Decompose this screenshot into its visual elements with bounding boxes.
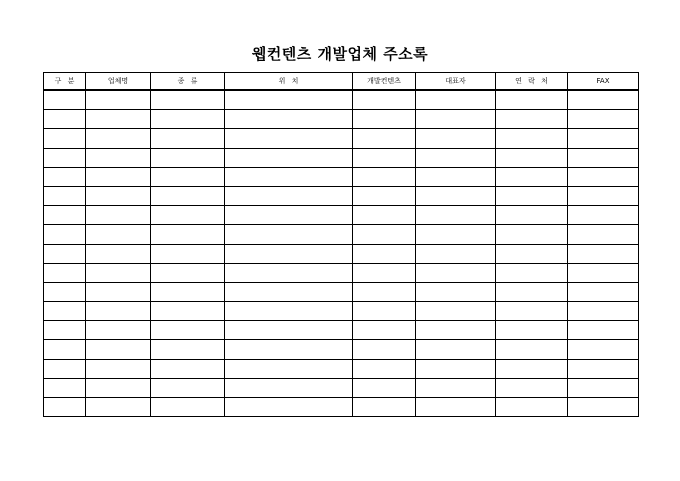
- table-cell-location[interactable]: [225, 359, 353, 378]
- table-cell-location[interactable]: [225, 282, 353, 301]
- table-row: [44, 148, 639, 167]
- table-row: [44, 244, 639, 263]
- table-cell-company[interactable]: [86, 206, 151, 225]
- table-cell-ceo[interactable]: [416, 359, 496, 378]
- table-cell-company[interactable]: [86, 263, 151, 282]
- table-cell-company[interactable]: [86, 302, 151, 321]
- table-cell-category[interactable]: [44, 244, 86, 263]
- table-cell-category[interactable]: [44, 90, 86, 110]
- table-cell-content[interactable]: [353, 90, 416, 110]
- table-cell-location[interactable]: [225, 110, 353, 129]
- column-header-contact: 연 락 처: [496, 73, 568, 91]
- table-cell-company[interactable]: [86, 225, 151, 244]
- table-row: [44, 225, 639, 244]
- table-cell-content[interactable]: [353, 378, 416, 397]
- table-cell-contact[interactable]: [496, 225, 568, 244]
- table-cell-content[interactable]: [353, 282, 416, 301]
- column-header-location: 위 치: [225, 73, 353, 91]
- table-cell-type[interactable]: [151, 225, 225, 244]
- table-row: [44, 398, 639, 417]
- table-cell-location[interactable]: [225, 340, 353, 359]
- table-cell-location[interactable]: [225, 148, 353, 167]
- table-cell-contact[interactable]: [496, 186, 568, 205]
- table-cell-location[interactable]: [225, 225, 353, 244]
- table-cell-ceo[interactable]: [416, 110, 496, 129]
- table-row: [44, 186, 639, 205]
- table-cell-category[interactable]: [44, 225, 86, 244]
- table-cell-location[interactable]: [225, 129, 353, 148]
- table-cell-type[interactable]: [151, 282, 225, 301]
- table-row: [44, 340, 639, 359]
- table-cell-ceo[interactable]: [416, 206, 496, 225]
- table-row: [44, 167, 639, 186]
- table-cell-type[interactable]: [151, 302, 225, 321]
- table-cell-company[interactable]: [86, 90, 151, 110]
- table-cell-location[interactable]: [225, 263, 353, 282]
- table-cell-company[interactable]: [86, 282, 151, 301]
- table-cell-company[interactable]: [86, 398, 151, 417]
- table-cell-company[interactable]: [86, 186, 151, 205]
- table-cell-location[interactable]: [225, 186, 353, 205]
- table-cell-fax[interactable]: [568, 129, 639, 148]
- table-cell-ceo[interactable]: [416, 302, 496, 321]
- table-cell-category[interactable]: [44, 129, 86, 148]
- table-cell-company[interactable]: [86, 378, 151, 397]
- table-cell-fax[interactable]: [568, 302, 639, 321]
- table-cell-type[interactable]: [151, 186, 225, 205]
- table-cell-type[interactable]: [151, 206, 225, 225]
- table-cell-content[interactable]: [353, 321, 416, 340]
- column-header-fax: FAX: [568, 73, 639, 91]
- table-cell-fax[interactable]: [568, 206, 639, 225]
- table-row: [44, 206, 639, 225]
- table-cell-fax[interactable]: [568, 398, 639, 417]
- table-cell-contact[interactable]: [496, 321, 568, 340]
- table-cell-fax[interactable]: [568, 263, 639, 282]
- table-cell-type[interactable]: [151, 340, 225, 359]
- table-cell-company[interactable]: [86, 167, 151, 186]
- table-cell-fax[interactable]: [568, 244, 639, 263]
- table-cell-content[interactable]: [353, 302, 416, 321]
- table-body: [44, 90, 639, 417]
- table-cell-content[interactable]: [353, 263, 416, 282]
- table-cell-content[interactable]: [353, 225, 416, 244]
- table-cell-fax[interactable]: [568, 321, 639, 340]
- table-cell-contact[interactable]: [496, 340, 568, 359]
- table-cell-contact[interactable]: [496, 359, 568, 378]
- table-cell-type[interactable]: [151, 167, 225, 186]
- table-cell-location[interactable]: [225, 321, 353, 340]
- table-cell-contact[interactable]: [496, 378, 568, 397]
- table-cell-category[interactable]: [44, 110, 86, 129]
- table-cell-ceo[interactable]: [416, 378, 496, 397]
- table-cell-company[interactable]: [86, 110, 151, 129]
- table-cell-type[interactable]: [151, 321, 225, 340]
- table-cell-fax[interactable]: [568, 148, 639, 167]
- table-cell-location[interactable]: [225, 244, 353, 263]
- table-cell-type[interactable]: [151, 129, 225, 148]
- table-cell-contact[interactable]: [496, 398, 568, 417]
- table-cell-type[interactable]: [151, 398, 225, 417]
- table-cell-contact[interactable]: [496, 167, 568, 186]
- table-cell-location[interactable]: [225, 398, 353, 417]
- table-cell-type[interactable]: [151, 110, 225, 129]
- table-cell-ceo[interactable]: [416, 148, 496, 167]
- table-cell-fax[interactable]: [568, 359, 639, 378]
- table-cell-ceo[interactable]: [416, 225, 496, 244]
- table-cell-contact[interactable]: [496, 244, 568, 263]
- table-cell-company[interactable]: [86, 148, 151, 167]
- table-row: [44, 129, 639, 148]
- table-cell-contact[interactable]: [496, 110, 568, 129]
- column-header-category: 구 분: [44, 73, 86, 91]
- table-cell-contact[interactable]: [496, 282, 568, 301]
- table-cell-ceo[interactable]: [416, 90, 496, 110]
- table-cell-fax[interactable]: [568, 340, 639, 359]
- table-cell-category[interactable]: [44, 321, 86, 340]
- table-row: [44, 321, 639, 340]
- table-cell-category[interactable]: [44, 206, 86, 225]
- table-cell-fax[interactable]: [568, 110, 639, 129]
- column-header-type: 종 류: [151, 73, 225, 91]
- table-cell-type[interactable]: [151, 378, 225, 397]
- table-cell-content[interactable]: [353, 186, 416, 205]
- table-cell-content[interactable]: [353, 244, 416, 263]
- table-cell-location[interactable]: [225, 90, 353, 110]
- table-cell-category[interactable]: [44, 148, 86, 167]
- table-cell-contact[interactable]: [496, 90, 568, 110]
- table-cell-category[interactable]: [44, 282, 86, 301]
- table-cell-company[interactable]: [86, 244, 151, 263]
- table-row: [44, 90, 639, 110]
- table-row: [44, 263, 639, 282]
- table-cell-category[interactable]: [44, 263, 86, 282]
- table-cell-ceo[interactable]: [416, 186, 496, 205]
- table-cell-content[interactable]: [353, 148, 416, 167]
- table-row: [44, 282, 639, 301]
- column-header-ceo: 대표자: [416, 73, 496, 91]
- table-header-row: [44, 73, 639, 91]
- table-cell-category[interactable]: [44, 302, 86, 321]
- table-row: [44, 302, 639, 321]
- table-cell-fax[interactable]: [568, 90, 639, 110]
- table-cell-fax[interactable]: [568, 167, 639, 186]
- table-cell-content[interactable]: [353, 167, 416, 186]
- table-cell-company[interactable]: [86, 340, 151, 359]
- table-cell-category[interactable]: [44, 340, 86, 359]
- table-cell-ceo[interactable]: [416, 321, 496, 340]
- table-cell-contact[interactable]: [496, 263, 568, 282]
- table-cell-contact[interactable]: [496, 129, 568, 148]
- table-cell-fax[interactable]: [568, 225, 639, 244]
- table-cell-type[interactable]: [151, 359, 225, 378]
- table-cell-content[interactable]: [353, 206, 416, 225]
- table-cell-contact[interactable]: [496, 206, 568, 225]
- table-cell-ceo[interactable]: [416, 129, 496, 148]
- table-cell-ceo[interactable]: [416, 244, 496, 263]
- table-cell-category[interactable]: [44, 186, 86, 205]
- table-row: [44, 378, 639, 397]
- table-cell-type[interactable]: [151, 263, 225, 282]
- table-cell-type[interactable]: [151, 148, 225, 167]
- table-cell-contact[interactable]: [496, 302, 568, 321]
- table-cell-type[interactable]: [151, 90, 225, 110]
- table-row: [44, 110, 639, 129]
- address-table: [43, 72, 639, 417]
- table-cell-content[interactable]: [353, 129, 416, 148]
- table-cell-ceo[interactable]: [416, 282, 496, 301]
- table-cell-ceo[interactable]: [416, 167, 496, 186]
- table-cell-category[interactable]: [44, 398, 86, 417]
- table-cell-fax[interactable]: [568, 282, 639, 301]
- table-cell-content[interactable]: [353, 340, 416, 359]
- table-cell-ceo[interactable]: [416, 263, 496, 282]
- table-cell-fax[interactable]: [568, 186, 639, 205]
- column-header-content: 개발컨텐츠: [353, 73, 416, 91]
- table-cell-ceo[interactable]: [416, 340, 496, 359]
- table-cell-content[interactable]: [353, 110, 416, 129]
- table-row: [44, 359, 639, 378]
- table-cell-location[interactable]: [225, 206, 353, 225]
- table-cell-category[interactable]: [44, 378, 86, 397]
- table-cell-content[interactable]: [353, 359, 416, 378]
- table-cell-content[interactable]: [353, 398, 416, 417]
- table-cell-company[interactable]: [86, 129, 151, 148]
- table-cell-ceo[interactable]: [416, 398, 496, 417]
- table-cell-company[interactable]: [86, 359, 151, 378]
- table-cell-fax[interactable]: [568, 378, 639, 397]
- table-cell-location[interactable]: [225, 378, 353, 397]
- table-cell-location[interactable]: [225, 167, 353, 186]
- table-cell-location[interactable]: [225, 302, 353, 321]
- table-cell-type[interactable]: [151, 244, 225, 263]
- table-cell-contact[interactable]: [496, 148, 568, 167]
- column-header-company: 업체명: [86, 73, 151, 91]
- table-cell-category[interactable]: [44, 359, 86, 378]
- table-cell-company[interactable]: [86, 321, 151, 340]
- table-cell-category[interactable]: [44, 167, 86, 186]
- page-title: 웹컨텐츠 개발업체 주소록: [251, 45, 429, 63]
